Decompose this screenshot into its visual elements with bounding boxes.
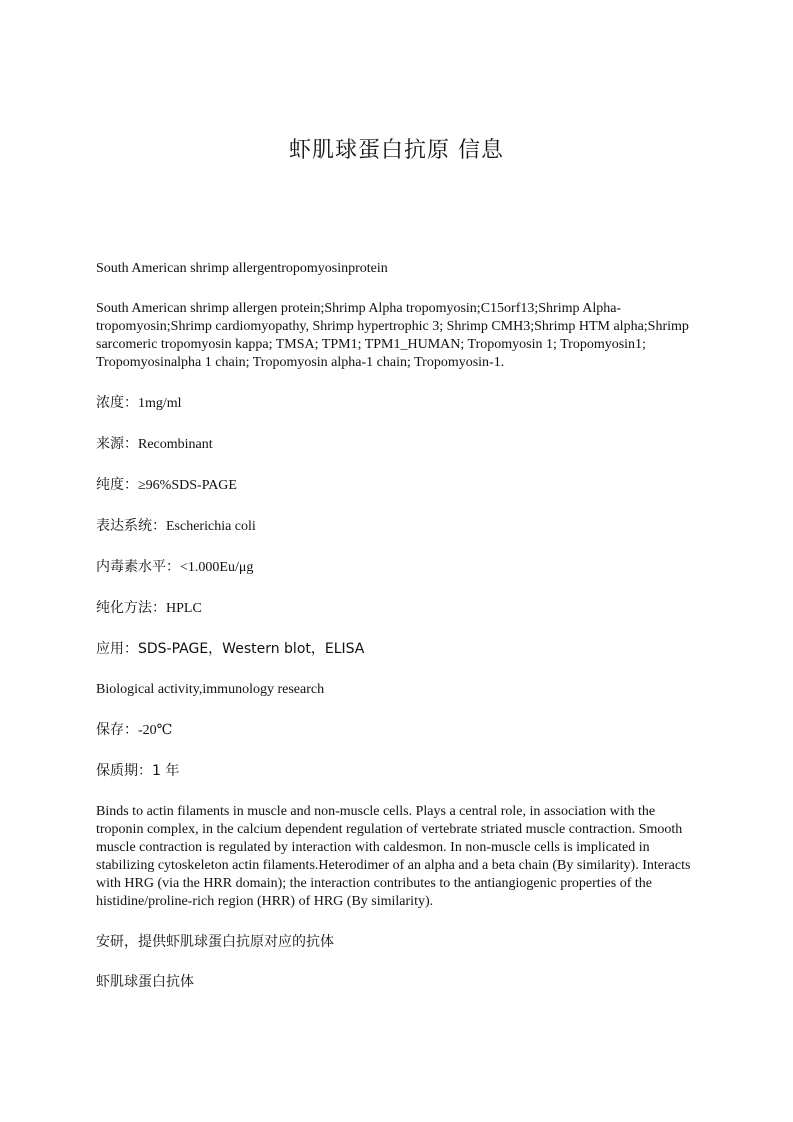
spec-concentration: [96, 394, 696, 413]
shelf-life-label: 保质期：: [96, 763, 152, 779]
spec-label: 来源：: [96, 436, 138, 452]
spec-endotoxin: [96, 558, 696, 577]
spec-value: ≥96%SDS-PAGE: [138, 478, 237, 493]
storage-line: [96, 721, 696, 740]
storage-value: -20℃: [138, 723, 173, 738]
spec-value: Recombinant: [138, 437, 213, 452]
spec-purification: [96, 599, 696, 618]
spec-purity: [96, 476, 696, 495]
page-title: 虾肌球蛋白抗原 信息: [289, 138, 504, 163]
shelf-life-value: 1 年: [152, 763, 180, 779]
spec-application: [96, 640, 696, 659]
spec-label: 表达系统：: [96, 518, 166, 534]
storage-label: 保存：: [96, 722, 138, 738]
activity-text: Biological activity,immunology research: [96, 682, 325, 697]
related-product: 虾肌球蛋白抗体: [96, 974, 194, 990]
function-paragraph: Binds to actin filaments in muscle and non-muscle cells. Plays a central role, in association with the troponin complex, in the calcium dependent regulation of vertebrate striated muscle contraction. Smooth muscle contraction is regulated by interaction with caldesmon. In non-muscle cells is implicated in stabilizing cytoskeleton actin filaments.Heterodimer of an alpha and a beta chain (By similarity). Interacts with HRG (via the HRR domain); the interaction contributes to the antiangiogenic properties of the histidine/proline-rich region (HRR) of HRG (By similarity).: [96, 804, 691, 909]
synonyms-paragraph: South American shrimp allergen protein;Shrimp Alpha tropomyosin;C15orf13;Shrimp Alpha-tropomyosin;Shrimp cardiomyopathy, Shrimp hypertrophic 3; Shrimp CMH3;Shrimp HTM alpha;Shrimp sarcomeric tropomyosin kappa; TMSA; TPM1; TPM1_HUMAN; Tropomyosin 1; Tropomyosin1; Tropomyosinalpha 1 chain; Tropomyosin alpha-1 chain; Tropomyosin-1.: [96, 301, 689, 370]
spec-label: 纯度：: [96, 477, 138, 493]
spec-expression-system: [96, 517, 696, 536]
spec-value: SDS-PAGE，Western blot，ELISA: [138, 641, 365, 657]
supplier-note: 安研，提供虾肌球蛋白抗原对应的抗体: [96, 934, 334, 950]
shelf-life-line: [96, 762, 696, 781]
spec-label: 内毒素水平：: [96, 559, 180, 575]
spec-value: <1.000Eu/μg: [180, 560, 254, 575]
spec-source: [96, 435, 696, 454]
spec-value: Escherichia coli: [166, 519, 256, 534]
document-body: [96, 260, 696, 1013]
spec-value: 1mg/ml: [138, 396, 182, 411]
spec-label: 应用：: [96, 641, 138, 657]
spec-label: 浓度：: [96, 395, 138, 411]
spec-label: 纯化方法：: [96, 600, 166, 616]
product-name-en: South American shrimp allergentropomyosinprotein: [96, 261, 388, 276]
spec-value: HPLC: [166, 601, 202, 616]
